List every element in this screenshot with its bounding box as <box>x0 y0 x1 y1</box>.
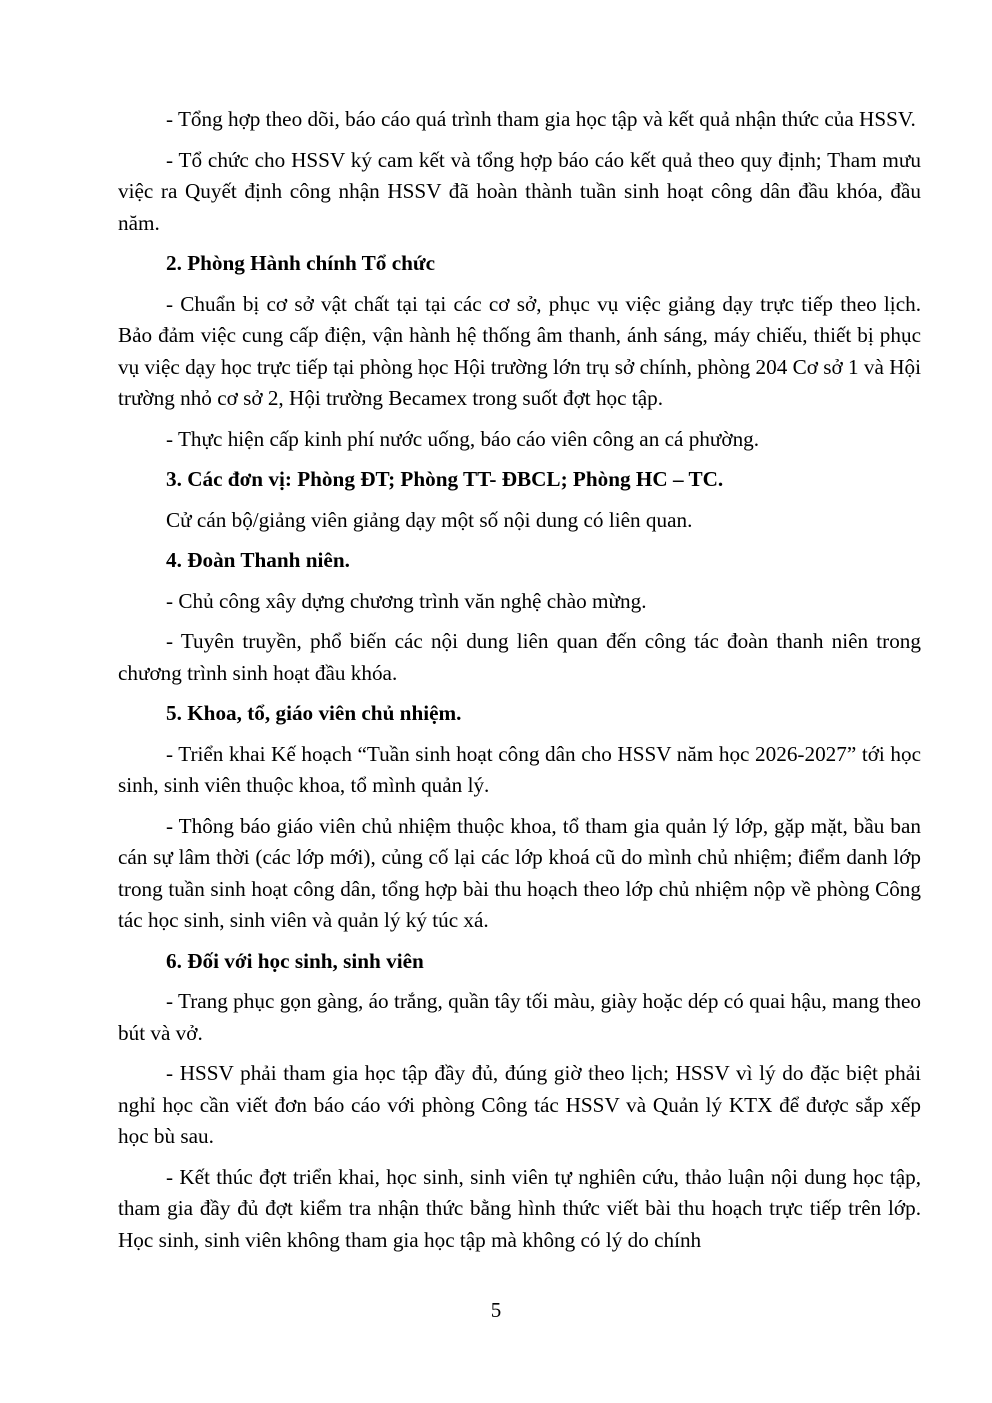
paragraph-2: - Tổ chức cho HSSV ký cam kết và tổng hợp báo cáo kết quả theo quy định; Tham mưu việc ra Quyết định công nhận HSSV đã hoàn thành tuần sinh hoạt công dân đầu khóa, đầu năm. <box>118 147 921 235</box>
page-number: 5 <box>490 1298 502 1322</box>
paragraph-9: - Thông báo giáo viên chủ nhiệm thuộc khoa, tổ tham gia quản lý lớp, gặp mặt, bầu ban cán sự lâm thời (các lớp mới), củng cố lại các lớp khoá cũ do mình chủ nhiệm; điểm danh lớp trong tuần sinh hoạt công dân, tổng hợp bài thu hoạch theo lớp chủ nhiệm nộp về phòng Công tác học sinh, sinh viên và quản lý ký túc xá. <box>118 813 921 932</box>
section-heading-2: 2. Phòng Hành chính Tổ chức <box>166 251 436 275</box>
paragraph-12: - Kết thúc đợt triển khai, học sinh, sinh viên tự nghiên cứu, thảo luận nội dung học tập, tham gia đầy đủ đợt kiểm tra nhận thức bằng hình thức viết bài thu hoạch trực tiếp trên lớp. Học sinh, sinh viên không tham gia học tập mà không có lý do chính <box>118 1164 921 1252</box>
paragraph-4: - Thực hiện cấp kinh phí nước uống, báo cáo viên công an cá phường. <box>166 426 760 451</box>
paragraph-11: - HSSV phải tham gia học tập đầy đủ, đúng giờ theo lịch; HSSV vì lý do đặc biệt phải nghỉ học cần viết đơn báo cáo với phòng Công tác HSSV và Quản lý KTX để được sắp xếp học bù sau. <box>118 1061 921 1148</box>
section-heading-5: 5. Khoa, tổ, giáo viên chủ nhiệm. <box>166 701 462 725</box>
paragraph-10: - Trang phục gọn gàng, áo trắng, quần tây tối màu, giày hoặc dép có quai hậu, mang theo bút và vở. <box>118 989 921 1045</box>
paragraph-7: - Tuyên truyền, phổ biến các nội dung liên quan đến công tác đoàn thanh niên trong chương trình sinh hoạt đầu khóa. <box>118 629 921 685</box>
document-body <box>118 104 921 1265</box>
paragraph-3: - Chuẩn bị cơ sở vật chất tại tại các cơ sở, phục vụ việc giảng dạy trực tiếp theo lịch. Bảo đảm việc cung cấp điện, vận hành hệ thống âm thanh, ánh sáng, máy chiếu, thiết bị phục vụ việc dạy học trực tiếp tại phòng học Hội trường lớn trụ sở chính, phòng 204 Cơ sở 1 và Hội trường nhỏ cơ sở 2, Hội trường Becamex trong suốt đợt học tập. <box>118 291 921 410</box>
section-heading-4: 4. Đoàn Thanh niên. <box>166 548 350 572</box>
section-heading-6: 6. Đối với học sinh, sinh viên <box>166 948 424 973</box>
paragraph-8: - Triển khai Kế hoạch “Tuần sinh hoạt công dân cho HSSV năm học 2026-2027” tới học sinh, sinh viên thuộc khoa, tổ mình quản lý. <box>118 741 921 797</box>
paragraph-5: Cử cán bộ/giảng viên giảng dạy một số nội dung có liên quan. <box>166 507 693 532</box>
paragraph-6: - Chủ công xây dựng chương trình văn nghệ chào mừng. <box>166 588 647 613</box>
paragraph-1: - Tổng hợp theo dõi, báo cáo quá trình tham gia học tập và kết quả nhận thức của HSSV. <box>166 107 916 131</box>
section-heading-3: 3. Các đơn vị: Phòng ĐT; Phòng TT- ĐBCL; Phòng HC – TC. <box>166 467 724 491</box>
